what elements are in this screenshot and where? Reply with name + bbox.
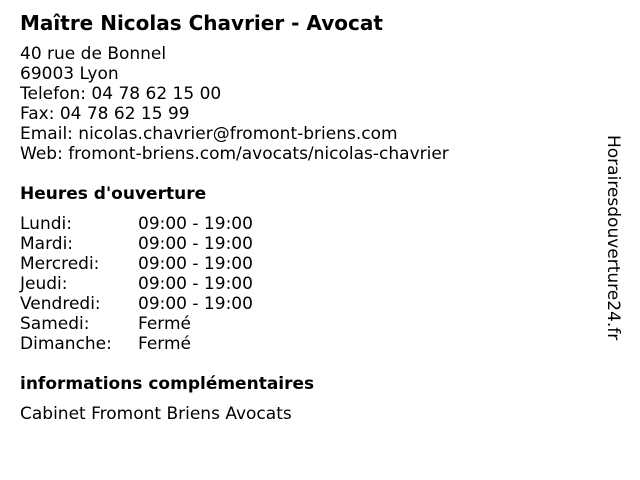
day-label: Mercredi:	[20, 254, 100, 274]
day-label: Lundi:	[20, 214, 72, 234]
day-hours: 09:00 - 19:00	[138, 214, 253, 234]
hours-row-friday	[20, 294, 253, 314]
day-label: Vendredi:	[20, 294, 101, 314]
website-address: Web: fromont-briens.com/avocats/nicolas-chavrier	[20, 144, 449, 164]
hours-row-monday	[20, 214, 253, 234]
address-city: 69003 Lyon	[20, 64, 119, 84]
page-title: Maître Nicolas Chavrier - Avocat	[20, 11, 383, 35]
day-hours: Fermé	[138, 334, 192, 354]
day-hours: 09:00 - 19:00	[138, 274, 253, 294]
additional-info-text: Cabinet Fromont Briens Avocats	[20, 404, 292, 424]
phone-number: Telefon: 04 78 62 15 00	[20, 84, 222, 104]
day-label: Jeudi:	[20, 274, 68, 294]
address-street: 40 rue de Bonnel	[20, 44, 167, 64]
day-label: Dimanche:	[20, 334, 112, 354]
hours-row-wednesday	[20, 254, 253, 274]
hours-row-thursday	[20, 274, 253, 294]
hours-row-sunday	[20, 334, 253, 354]
day-hours: 09:00 - 19:00	[138, 254, 253, 274]
opening-hours-table	[20, 214, 253, 354]
day-hours: Fermé	[138, 314, 192, 334]
contact-block	[20, 44, 449, 164]
day-label: Samedi:	[20, 314, 90, 334]
fax-number: Fax: 04 78 62 15 99	[20, 104, 190, 124]
day-hours: 09:00 - 19:00	[138, 294, 253, 314]
hours-row-tuesday	[20, 234, 253, 254]
email-address: Email: nicolas.chavrier@fromont-briens.com	[20, 124, 398, 144]
hours-row-saturday	[20, 314, 253, 334]
day-label: Mardi:	[20, 234, 74, 254]
additional-info-heading: informations complémentaires	[20, 374, 315, 394]
site-brand-vertical: Horairesdouverture24.fr	[603, 135, 623, 341]
opening-hours-heading: Heures d'ouverture	[20, 184, 207, 204]
day-hours: 09:00 - 19:00	[138, 234, 253, 254]
